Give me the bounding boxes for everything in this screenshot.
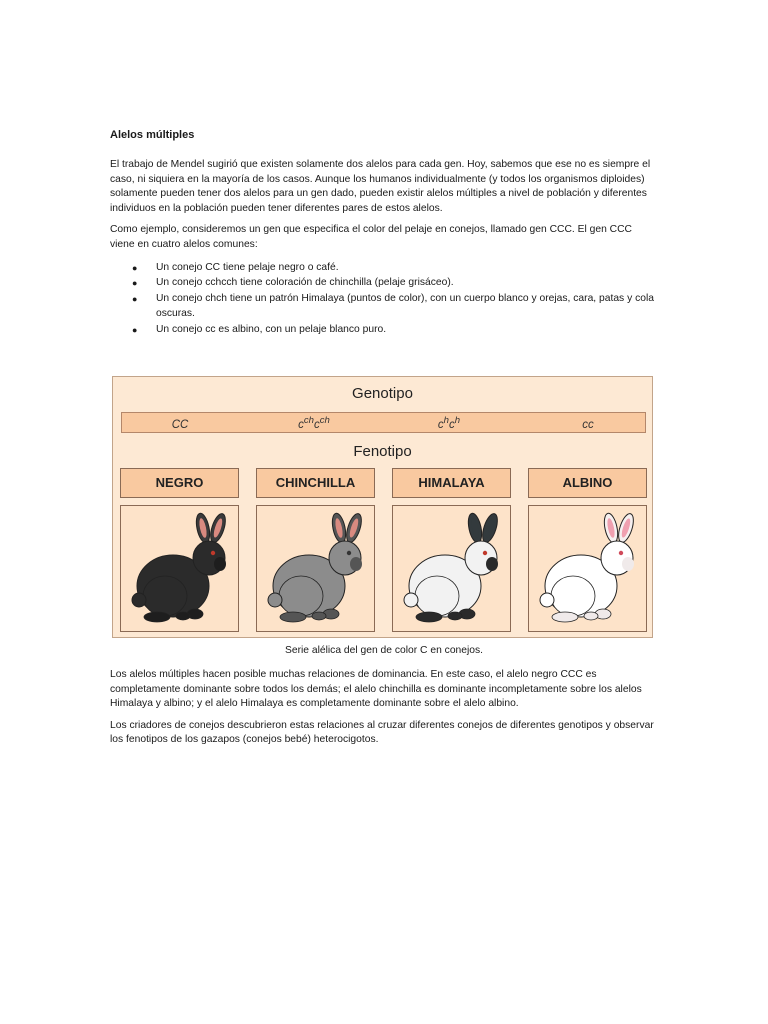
genotype-cell: CC bbox=[171, 418, 189, 431]
list-item: ● Un conejo cchcch tiene coloración de chinchilla (pelaje grisáceo). bbox=[110, 276, 655, 291]
genotype-title: Genotipo bbox=[352, 385, 413, 402]
rabbit-tail bbox=[132, 593, 146, 607]
rabbit-front-foot bbox=[176, 612, 190, 620]
rabbit-hind-foot bbox=[144, 612, 170, 622]
rabbit-haunch bbox=[143, 576, 187, 616]
phenotype-title: Fenotipo bbox=[353, 443, 412, 460]
bullet-icon: ● bbox=[132, 278, 138, 289]
rabbit-panel-chinchilla bbox=[256, 505, 375, 632]
rabbit-tail bbox=[404, 593, 418, 607]
figure-caption: Serie alélica del gen de color C en conejos. bbox=[284, 645, 484, 656]
document-body bbox=[110, 128, 655, 339]
rabbit-eye bbox=[347, 551, 351, 555]
rabbit-haunch bbox=[551, 576, 595, 616]
genotype-cell: $c^{ch}c^{ch}$ bbox=[298, 415, 330, 431]
list-item: ● Un conejo chch tiene un patrón Himalaya (puntos de color), con un cuerpo blanco y orejas, cara, patas y cola oscuras. bbox=[132, 293, 654, 319]
rabbit-tail bbox=[540, 593, 554, 607]
rabbit-front-foot bbox=[584, 612, 598, 620]
black-rabbit-icon bbox=[121, 506, 239, 632]
chinchilla-rabbit-icon bbox=[257, 506, 375, 632]
rabbit-muzzle bbox=[486, 557, 498, 571]
rabbit-eye bbox=[211, 551, 215, 555]
rabbit-panel-negro bbox=[120, 505, 239, 632]
rabbit-panel-albino bbox=[528, 505, 647, 632]
section-heading: Alelos múltiples bbox=[110, 129, 195, 141]
phenotype-label-negro: NEGRO bbox=[120, 468, 239, 498]
rabbit-haunch bbox=[415, 576, 459, 616]
example-paragraph: Como ejemplo, consideremos un gen que especifica el color del pelaje en conejos, llamado gen CCC. El gen CCC viene en cuatro alelos comunes: bbox=[110, 224, 632, 250]
rabbit-muzzle bbox=[622, 557, 634, 571]
bullet-icon: ● bbox=[132, 294, 138, 305]
dominance-paragraph: Los alelos múltiples hacen posible muchas relaciones de dominancia. En este caso, el alelo negro CCC es completamente dominante sobre todos los demás; el alelo chinchilla es dominante incompletamente sobre los alelos Himalaya y albino; y el alelo Himalaya es completamente dominante sobre el alelo albino. bbox=[110, 669, 642, 710]
genotype-cell: $c^hc^h$ bbox=[437, 415, 461, 431]
himalayan-rabbit-icon bbox=[393, 506, 511, 632]
albino-rabbit-icon bbox=[529, 506, 647, 632]
rabbit-panel-himalaya bbox=[392, 505, 511, 632]
phenotype-label-albino: ALBINO bbox=[528, 468, 647, 498]
bullet-icon: ● bbox=[132, 324, 138, 335]
rabbit-hind-foot bbox=[416, 612, 442, 622]
rabbit-front-foot bbox=[448, 612, 462, 620]
list-item: ● Un conejo CC tiene pelaje negro o café. bbox=[110, 261, 655, 276]
allele-figure bbox=[112, 376, 653, 638]
rabbit-muzzle bbox=[214, 557, 226, 571]
rabbit-haunch bbox=[279, 576, 323, 616]
phenotype-label-chinchilla: CHINCHILLA bbox=[256, 468, 375, 498]
rabbit-hind-foot bbox=[280, 612, 306, 622]
document-body-lower bbox=[110, 668, 655, 755]
rabbit-muzzle bbox=[350, 557, 362, 571]
rabbit-tail bbox=[268, 593, 282, 607]
list-item: ● Un conejo cc es albino, con un pelaje blanco puro. bbox=[110, 323, 655, 338]
breeders-paragraph: Los criadores de conejos descubrieron estas relaciones al cruzar diferentes conejos de diferentes genotipos y observar los fenotipos de los gazapos (conejos bebé) heterocigotos. bbox=[110, 719, 654, 746]
bullet-icon: ● bbox=[132, 262, 138, 273]
rabbit-eye bbox=[483, 551, 487, 555]
phenotype-label-himalaya: HIMALAYA bbox=[392, 468, 511, 498]
rabbit-hind-foot bbox=[552, 612, 578, 622]
rabbit-front-foot bbox=[312, 612, 326, 620]
genotype-cell: cc bbox=[582, 418, 594, 431]
rabbit-eye bbox=[619, 551, 623, 555]
intro-paragraph: El trabajo de Mendel sugirió que existen solamente dos alelos para cada gen. Hoy, sabemos que ese no es siempre el caso, ni siquiera en la mayoría de los casos. Aunque los humanos individualmente (y todos los organismos diploides) solamente pueden tener dos alelos para un gen dado, pueden existir alelos múltiples a nivel de población y diferentes individuos en la población pueden tener diferentes pares de estos alelos. bbox=[110, 159, 651, 214]
genotype-bar bbox=[121, 412, 646, 433]
allele-list bbox=[110, 261, 655, 338]
